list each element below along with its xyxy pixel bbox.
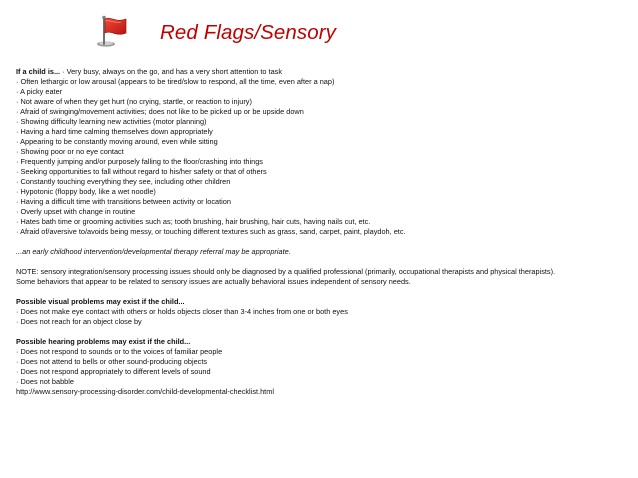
list-item: · Hypotonic (floppy body, like a wet noodle): [16, 187, 156, 196]
visual-heading: Possible visual problems may exist if the child...: [16, 297, 185, 306]
referral-note: ...an early childhood intervention/developmental therapy referral may be appropriate.: [16, 247, 291, 256]
list-item: · Showing poor or no eye contact: [16, 147, 124, 156]
list-item: · Does not respond appropriately to different levels of sound: [16, 367, 211, 376]
spacer: [16, 237, 631, 247]
list-item: · Does not reach for an object close by: [16, 317, 142, 326]
list-item: · Seeking opportunities to fall without regard to his/her safety or that of others: [16, 167, 267, 176]
child-lead-item: · Very busy, always on the go, and has a very short attention to task: [60, 67, 283, 76]
spacer: [16, 327, 631, 337]
list-item: · Does not make eye contact with others or holds objects closer than 3-4 inches from one or both eyes: [16, 307, 348, 316]
list-item: · Constantly touching everything they see, including other children: [16, 177, 231, 186]
spacer: [16, 287, 631, 297]
list-item: · Does not babble: [16, 377, 74, 386]
hearing-heading: Possible hearing problems may exist if the child...: [16, 337, 191, 346]
list-item: · Showing difficulty learning new activities (motor planning): [16, 117, 207, 126]
list-item: · Overly upset with change in routine: [16, 207, 136, 216]
list-item: · Having a hard time calming themselves down appropriately: [16, 127, 213, 136]
list-item: · Often lethargic or low arousal (appears to be tired/slow to respond, all the time, even after a nap): [16, 77, 335, 86]
note-line: Some behaviors that appear to be related to sensory issues are actually behavioral issues independent of sensory needs.: [16, 277, 411, 286]
list-item: · A picky eater: [16, 87, 63, 96]
list-item: · Appearing to be constantly moving around, even while sitting: [16, 137, 218, 146]
note-line: NOTE: sensory integration/sensory processing issues should only be diagnosed by a qualified professional (primarily, occupational therapists and physical therapists).: [16, 267, 556, 276]
red-flag-icon: [93, 14, 131, 48]
child-lead-line: [16, 67, 631, 77]
list-item: · Does not attend to bells or other sound-producing objects: [16, 357, 208, 366]
content-body: [16, 67, 631, 397]
page-title: Red Flags/Sensory: [160, 21, 337, 44]
list-item: · Does not respond to sounds or to the voices of familiar people: [16, 347, 223, 356]
list-item: · Having a difficult time with transitions between activity or location: [16, 197, 231, 206]
list-item: · Hates bath time or grooming activities such as; tooth brushing, hair brushing, hair cuts, having nails cut, etc.: [16, 217, 371, 226]
list-item: · Frequently jumping and/or purposely falling to the floor/crashing into things: [16, 157, 263, 166]
spacer: [16, 257, 631, 267]
source-link[interactable]: http://www.sensory-processing-disorder.com/child-developmental-checklist.html: [16, 387, 274, 396]
list-item: · Not aware of when they get hurt (no crying, startle, or reaction to injury): [16, 97, 252, 106]
child-lead-heading: If a child is...: [16, 67, 61, 76]
list-item: · Afraid of swinging/movement activities; does not like to be picked up or be upside down: [16, 107, 304, 116]
list-item: · Afraid of/aversive to/avoids being messy, or touching different textures such as grass, sand, carpet, paint, playdoh, etc.: [16, 227, 406, 236]
